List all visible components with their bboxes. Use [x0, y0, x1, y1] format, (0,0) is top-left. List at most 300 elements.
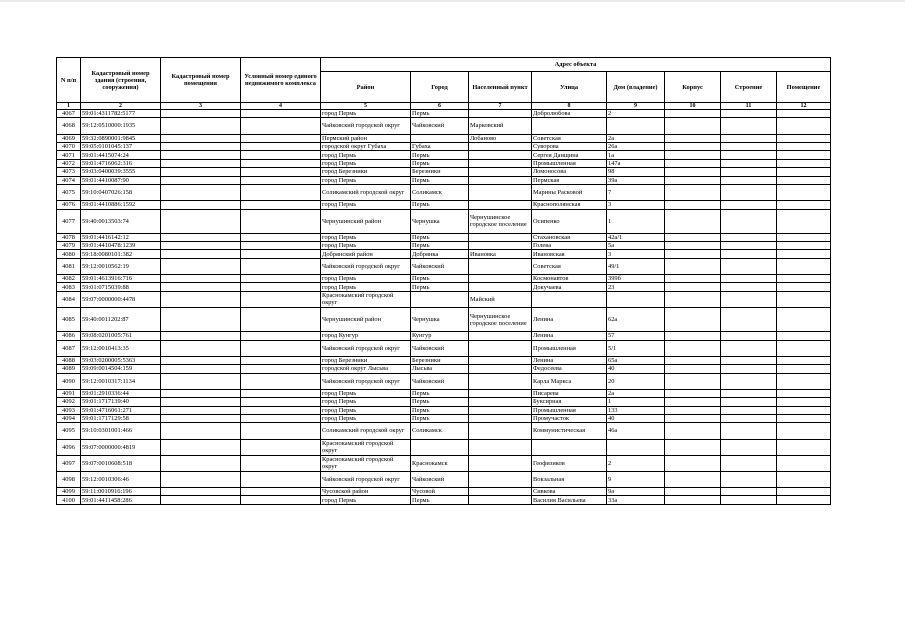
table-row	[57, 471, 831, 487]
cell-city: Чайковский	[411, 258, 469, 274]
cell-settlement	[469, 184, 532, 200]
cell-district: Чайковский городской округ	[321, 471, 411, 487]
cell-city	[411, 134, 469, 142]
cell-stroenie	[721, 439, 777, 455]
cell-num: 4093	[57, 406, 81, 414]
cell-house: 20	[607, 373, 665, 389]
table-row	[57, 275, 831, 283]
cell-district: город Пермь	[321, 496, 411, 504]
cell-house: 5/1	[607, 340, 665, 356]
cell-street: Сергея Данщина	[532, 151, 607, 159]
cell-settlement	[469, 201, 532, 209]
cell-district: город Пермь	[321, 233, 411, 241]
cell-cadastral-room	[161, 176, 241, 184]
cell-street: Писарева	[532, 389, 607, 397]
cell-cadastral-building: 59:32:0890001:9845	[81, 134, 161, 142]
cell-conditional-number	[241, 414, 321, 422]
cell-korpus	[665, 176, 721, 184]
header-colnum-11: 11	[721, 103, 777, 110]
cell-korpus	[665, 455, 721, 471]
cell-korpus	[665, 250, 721, 258]
table-row	[57, 496, 831, 504]
cell-num: 4096	[57, 439, 81, 455]
cell-city: Губаха	[411, 142, 469, 150]
cell-conditional-number	[241, 455, 321, 471]
cell-cadastral-building: 59:07:0010608:518	[81, 455, 161, 471]
cell-room	[777, 389, 831, 397]
cell-stroenie	[721, 201, 777, 209]
cell-city: Пермь	[411, 201, 469, 209]
cell-settlement	[469, 406, 532, 414]
cell-conditional-number	[241, 275, 321, 283]
cell-num: 4083	[57, 283, 81, 291]
cell-room	[777, 142, 831, 150]
cell-conditional-number	[241, 406, 321, 414]
cell-settlement	[469, 176, 532, 184]
cell-cadastral-room	[161, 423, 241, 439]
table-row	[57, 250, 831, 258]
cell-house: 2	[607, 110, 665, 118]
cell-district: город Пермь	[321, 389, 411, 397]
cell-house: 40	[607, 414, 665, 422]
cell-city: Чернушка	[411, 209, 469, 233]
table-row	[57, 159, 831, 167]
cell-num: 4070	[57, 142, 81, 150]
header-district: Район	[321, 72, 411, 103]
table-row	[57, 258, 831, 274]
cell-num: 4085	[57, 308, 81, 332]
cell-num: 4097	[57, 455, 81, 471]
cell-city	[411, 291, 469, 307]
cell-district: Пермский район	[321, 134, 411, 142]
cell-district: город Пермь	[321, 151, 411, 159]
table-row	[57, 184, 831, 200]
cell-stroenie	[721, 209, 777, 233]
table-row	[57, 308, 831, 332]
cell-district: город Пермь	[321, 159, 411, 167]
cell-korpus	[665, 201, 721, 209]
cell-district: Добрянский район	[321, 250, 411, 258]
cell-cadastral-building: 59:01:4716061:271	[81, 406, 161, 414]
cell-cadastral-room	[161, 168, 241, 176]
cell-district: Чайковский городской округ	[321, 258, 411, 274]
cell-street: Промышленная	[532, 159, 607, 167]
cell-korpus	[665, 118, 721, 134]
cell-korpus	[665, 258, 721, 274]
header-stroenie: Строение	[721, 72, 777, 103]
cell-conditional-number	[241, 373, 321, 389]
cell-conditional-number	[241, 471, 321, 487]
header-city: Город	[411, 72, 469, 103]
header-colnum-7: 7	[469, 103, 532, 110]
cell-num: 4089	[57, 365, 81, 373]
cell-cadastral-building: 59:12:0010317:1134	[81, 373, 161, 389]
cell-house: 23	[607, 283, 665, 291]
cell-cadastral-room	[161, 365, 241, 373]
cell-korpus	[665, 373, 721, 389]
cell-cadastral-building: 59:01:4410087:90	[81, 176, 161, 184]
table-row	[57, 414, 831, 422]
cell-stroenie	[721, 176, 777, 184]
cell-house: 1	[607, 209, 665, 233]
cell-room	[777, 308, 831, 332]
cell-num: 4074	[57, 176, 81, 184]
cell-korpus	[665, 423, 721, 439]
cell-house: 9	[607, 471, 665, 487]
cell-street: Ленина	[532, 332, 607, 340]
table-row	[57, 455, 831, 471]
cell-district: городской округ Губаха	[321, 142, 411, 150]
cell-city: Лысьва	[411, 365, 469, 373]
cell-city: Чусовой	[411, 488, 469, 496]
cell-street: Космонавтов	[532, 275, 607, 283]
cell-city: Чайковский	[411, 471, 469, 487]
cell-cadastral-building: 59:11:0010916:196	[81, 488, 161, 496]
cell-room	[777, 118, 831, 134]
cell-city: Чайковский	[411, 118, 469, 134]
cell-house: 57	[607, 332, 665, 340]
header-num: N п/п	[57, 58, 81, 103]
cell-settlement	[469, 275, 532, 283]
cell-stroenie	[721, 496, 777, 504]
cell-street: Ивановская	[532, 250, 607, 258]
cell-conditional-number	[241, 168, 321, 176]
cell-cadastral-building: 59:01:4410478:1239	[81, 242, 161, 250]
cell-korpus	[665, 242, 721, 250]
cell-district: Соликамский городской округ	[321, 423, 411, 439]
cell-settlement	[469, 365, 532, 373]
cell-settlement	[469, 423, 532, 439]
cell-korpus	[665, 308, 721, 332]
cell-conditional-number	[241, 118, 321, 134]
cell-room	[777, 496, 831, 504]
table-row	[57, 168, 831, 176]
cell-street: Осипенко	[532, 209, 607, 233]
cell-cadastral-building: 59:07:0000000:4819	[81, 439, 161, 455]
cell-district: Чайковский городской округ	[321, 118, 411, 134]
header-cadastral-building: Кадастровый номер здания (строения, сооружения)	[81, 58, 161, 103]
cell-stroenie	[721, 455, 777, 471]
cell-cadastral-building: 59:01:4416142:12	[81, 233, 161, 241]
cell-house: 1а	[607, 151, 665, 159]
cell-num: 4076	[57, 201, 81, 209]
cell-settlement	[469, 488, 532, 496]
cell-city: Добрянка	[411, 250, 469, 258]
cell-city: Пермь	[411, 398, 469, 406]
cell-district: город Пермь	[321, 242, 411, 250]
cell-conditional-number	[241, 159, 321, 167]
cell-settlement	[469, 168, 532, 176]
cell-cadastral-building: 59:12:0510000:1935	[81, 118, 161, 134]
cell-street: Ленина	[532, 308, 607, 332]
cell-settlement: Ивановка	[469, 250, 532, 258]
cell-korpus	[665, 184, 721, 200]
cell-conditional-number	[241, 398, 321, 406]
cell-district: город Пермь	[321, 201, 411, 209]
cell-stroenie	[721, 233, 777, 241]
cell-house: 7	[607, 184, 665, 200]
cell-cadastral-building: 59:01:4411458:286	[81, 496, 161, 504]
cell-conditional-number	[241, 209, 321, 233]
header-cadastral-room: Кадастровый номер помещения	[161, 58, 241, 103]
header-colnum-3: 3	[161, 103, 241, 110]
cell-district: город Пермь	[321, 406, 411, 414]
table-row	[57, 291, 831, 307]
header-room: Помещение	[777, 72, 831, 103]
cell-korpus	[665, 496, 721, 504]
table-row	[57, 118, 831, 134]
cell-korpus	[665, 439, 721, 455]
table-header	[57, 58, 831, 110]
cell-num: 4087	[57, 340, 81, 356]
cell-num: 4077	[57, 209, 81, 233]
cell-room	[777, 209, 831, 233]
cell-stroenie	[721, 110, 777, 118]
cell-street: Ломоносова	[532, 168, 607, 176]
cell-cadastral-building: 59:07:0000000:4478	[81, 291, 161, 307]
cell-stroenie	[721, 242, 777, 250]
header-conditional-number: Условный номер единого недвижимого комплекса	[241, 58, 321, 103]
cell-conditional-number	[241, 258, 321, 274]
cell-korpus	[665, 151, 721, 159]
table-row	[57, 110, 831, 118]
cell-street: Коммунистическая	[532, 423, 607, 439]
cell-city: Пермь	[411, 283, 469, 291]
table-row	[57, 151, 831, 159]
table-row	[57, 406, 831, 414]
table-row	[57, 365, 831, 373]
cell-num: 4067	[57, 110, 81, 118]
cell-house: 1	[607, 398, 665, 406]
cell-cadastral-room	[161, 242, 241, 250]
cell-settlement	[469, 455, 532, 471]
table-row	[57, 398, 831, 406]
cell-cadastral-room	[161, 455, 241, 471]
cell-cadastral-building: 59:01:4716062:316	[81, 159, 161, 167]
cell-stroenie	[721, 406, 777, 414]
cell-conditional-number	[241, 110, 321, 118]
cell-cadastral-room	[161, 283, 241, 291]
cell-cadastral-room	[161, 184, 241, 200]
cell-room	[777, 423, 831, 439]
cell-room	[777, 365, 831, 373]
cell-city: Пермь	[411, 176, 469, 184]
cell-korpus	[665, 406, 721, 414]
cell-cadastral-room	[161, 233, 241, 241]
cell-settlement	[469, 159, 532, 167]
cell-city: Краснокамск	[411, 455, 469, 471]
header-colnum-9: 9	[607, 103, 665, 110]
cell-conditional-number	[241, 439, 321, 455]
cell-room	[777, 250, 831, 258]
cell-settlement: Марковский	[469, 118, 532, 134]
cell-num: 4099	[57, 488, 81, 496]
cell-conditional-number	[241, 176, 321, 184]
header-house: Дом (владение)	[607, 72, 665, 103]
cell-cadastral-room	[161, 496, 241, 504]
cell-num: 4092	[57, 398, 81, 406]
cell-cadastral-room	[161, 134, 241, 142]
cell-korpus	[665, 414, 721, 422]
table-row	[57, 488, 831, 496]
cell-city: Пермь	[411, 242, 469, 250]
cell-house: 2а	[607, 389, 665, 397]
cell-stroenie	[721, 340, 777, 356]
cell-settlement	[469, 283, 532, 291]
cell-num: 4094	[57, 414, 81, 422]
cell-conditional-number	[241, 184, 321, 200]
cell-room	[777, 356, 831, 364]
cell-house: 33а	[607, 496, 665, 504]
cell-conditional-number	[241, 283, 321, 291]
cell-cadastral-building: 59:12:0010306:46	[81, 471, 161, 487]
cell-stroenie	[721, 423, 777, 439]
table-row	[57, 209, 831, 233]
cell-conditional-number	[241, 151, 321, 159]
table-row	[57, 423, 831, 439]
cell-room	[777, 332, 831, 340]
cell-street: Докучаева	[532, 283, 607, 291]
cell-city: Чайковский	[411, 340, 469, 356]
cell-district: Соликамский городской округ	[321, 184, 411, 200]
cell-settlement: Чернушинское городское поселение	[469, 308, 532, 332]
cell-stroenie	[721, 283, 777, 291]
cell-stroenie	[721, 398, 777, 406]
cell-stroenie	[721, 159, 777, 167]
cell-cadastral-building: 59:01:4410886:1592	[81, 201, 161, 209]
cell-room	[777, 488, 831, 496]
cell-cadastral-building: 59:05:0101045:137	[81, 142, 161, 150]
cell-num: 4090	[57, 373, 81, 389]
cell-city: Пермь	[411, 406, 469, 414]
header-street: Улица	[532, 72, 607, 103]
header-korpus: Корпус	[665, 72, 721, 103]
cell-district: город Кунгур	[321, 332, 411, 340]
cell-cadastral-building: 59:01:4415074:24	[81, 151, 161, 159]
cell-korpus	[665, 233, 721, 241]
cell-room	[777, 455, 831, 471]
table-row	[57, 242, 831, 250]
cell-cadastral-building: 59:40:0011202:87	[81, 308, 161, 332]
cell-cadastral-room	[161, 332, 241, 340]
cell-conditional-number	[241, 365, 321, 373]
cell-room	[777, 233, 831, 241]
cell-stroenie	[721, 308, 777, 332]
cell-cadastral-building: 59:03:0200005:5363	[81, 356, 161, 364]
cell-settlement: Лобаново	[469, 134, 532, 142]
cell-conditional-number	[241, 242, 321, 250]
cell-city: Кунгур	[411, 332, 469, 340]
cell-room	[777, 373, 831, 389]
cell-room	[777, 151, 831, 159]
table-row	[57, 389, 831, 397]
cell-room	[777, 258, 831, 274]
header-colnum-12: 12	[777, 103, 831, 110]
cell-street: Марины Расковой	[532, 184, 607, 200]
header-colnum-5: 5	[321, 103, 411, 110]
cell-korpus	[665, 275, 721, 283]
cell-house: 147а	[607, 159, 665, 167]
header-settlement: Населенный пункт	[469, 72, 532, 103]
cell-num: 4095	[57, 423, 81, 439]
cell-room	[777, 471, 831, 487]
header-colnum-2: 2	[81, 103, 161, 110]
cell-cadastral-room	[161, 389, 241, 397]
cell-stroenie	[721, 134, 777, 142]
cell-num: 4081	[57, 258, 81, 274]
cell-room	[777, 291, 831, 307]
cell-stroenie	[721, 365, 777, 373]
page-top-edge	[0, 0, 905, 2]
cell-house: 26а	[607, 142, 665, 150]
cell-street: Промышленная	[532, 340, 607, 356]
cell-korpus	[665, 291, 721, 307]
cell-cadastral-room	[161, 250, 241, 258]
cell-settlement	[469, 233, 532, 241]
cell-cadastral-building: 59:03:0400039:3555	[81, 168, 161, 176]
header-colnum-4: 4	[241, 103, 321, 110]
cell-street: Краснополянская	[532, 201, 607, 209]
cell-conditional-number	[241, 423, 321, 439]
cell-stroenie	[721, 168, 777, 176]
cell-street: Геофизиков	[532, 455, 607, 471]
cell-district: город Березники	[321, 356, 411, 364]
table-row	[57, 134, 831, 142]
header-address-group: Адрес объекта	[321, 58, 831, 72]
cell-district: Чайковский городской округ	[321, 373, 411, 389]
cell-street: Добролюбова	[532, 110, 607, 118]
cell-street: Ленина	[532, 356, 607, 364]
table-row	[57, 340, 831, 356]
cell-house: 42а/1	[607, 233, 665, 241]
cell-korpus	[665, 142, 721, 150]
cell-korpus	[665, 356, 721, 364]
cell-house: 65а	[607, 356, 665, 364]
cell-house: 9а	[607, 488, 665, 496]
cell-stroenie	[721, 142, 777, 150]
cell-district: Краснокамский городской округ	[321, 455, 411, 471]
cell-settlement	[469, 373, 532, 389]
cell-settlement	[469, 242, 532, 250]
cell-settlement	[469, 471, 532, 487]
cell-house: 3	[607, 250, 665, 258]
cell-conditional-number	[241, 134, 321, 142]
cell-stroenie	[721, 151, 777, 159]
cell-city: Пермь	[411, 110, 469, 118]
cell-cadastral-building: 59:10:0407026:158	[81, 184, 161, 200]
cell-korpus	[665, 283, 721, 291]
cell-cadastral-building: 59:01:2910336:44	[81, 389, 161, 397]
cell-num: 4078	[57, 233, 81, 241]
cell-num: 4069	[57, 134, 81, 142]
cell-district: город Пермь	[321, 275, 411, 283]
cell-room	[777, 406, 831, 414]
cell-cadastral-building: 59:10:0301001:466	[81, 423, 161, 439]
cell-room	[777, 414, 831, 422]
cell-settlement	[469, 398, 532, 406]
cell-settlement	[469, 142, 532, 150]
cell-district: Чайковский городской округ	[321, 340, 411, 356]
cell-korpus	[665, 389, 721, 397]
cell-house: 2а	[607, 134, 665, 142]
cell-korpus	[665, 332, 721, 340]
cell-cadastral-room	[161, 488, 241, 496]
cell-district: Чернушинский район	[321, 209, 411, 233]
cell-conditional-number	[241, 142, 321, 150]
cell-stroenie	[721, 250, 777, 258]
cell-cadastral-room	[161, 414, 241, 422]
cell-city	[411, 439, 469, 455]
